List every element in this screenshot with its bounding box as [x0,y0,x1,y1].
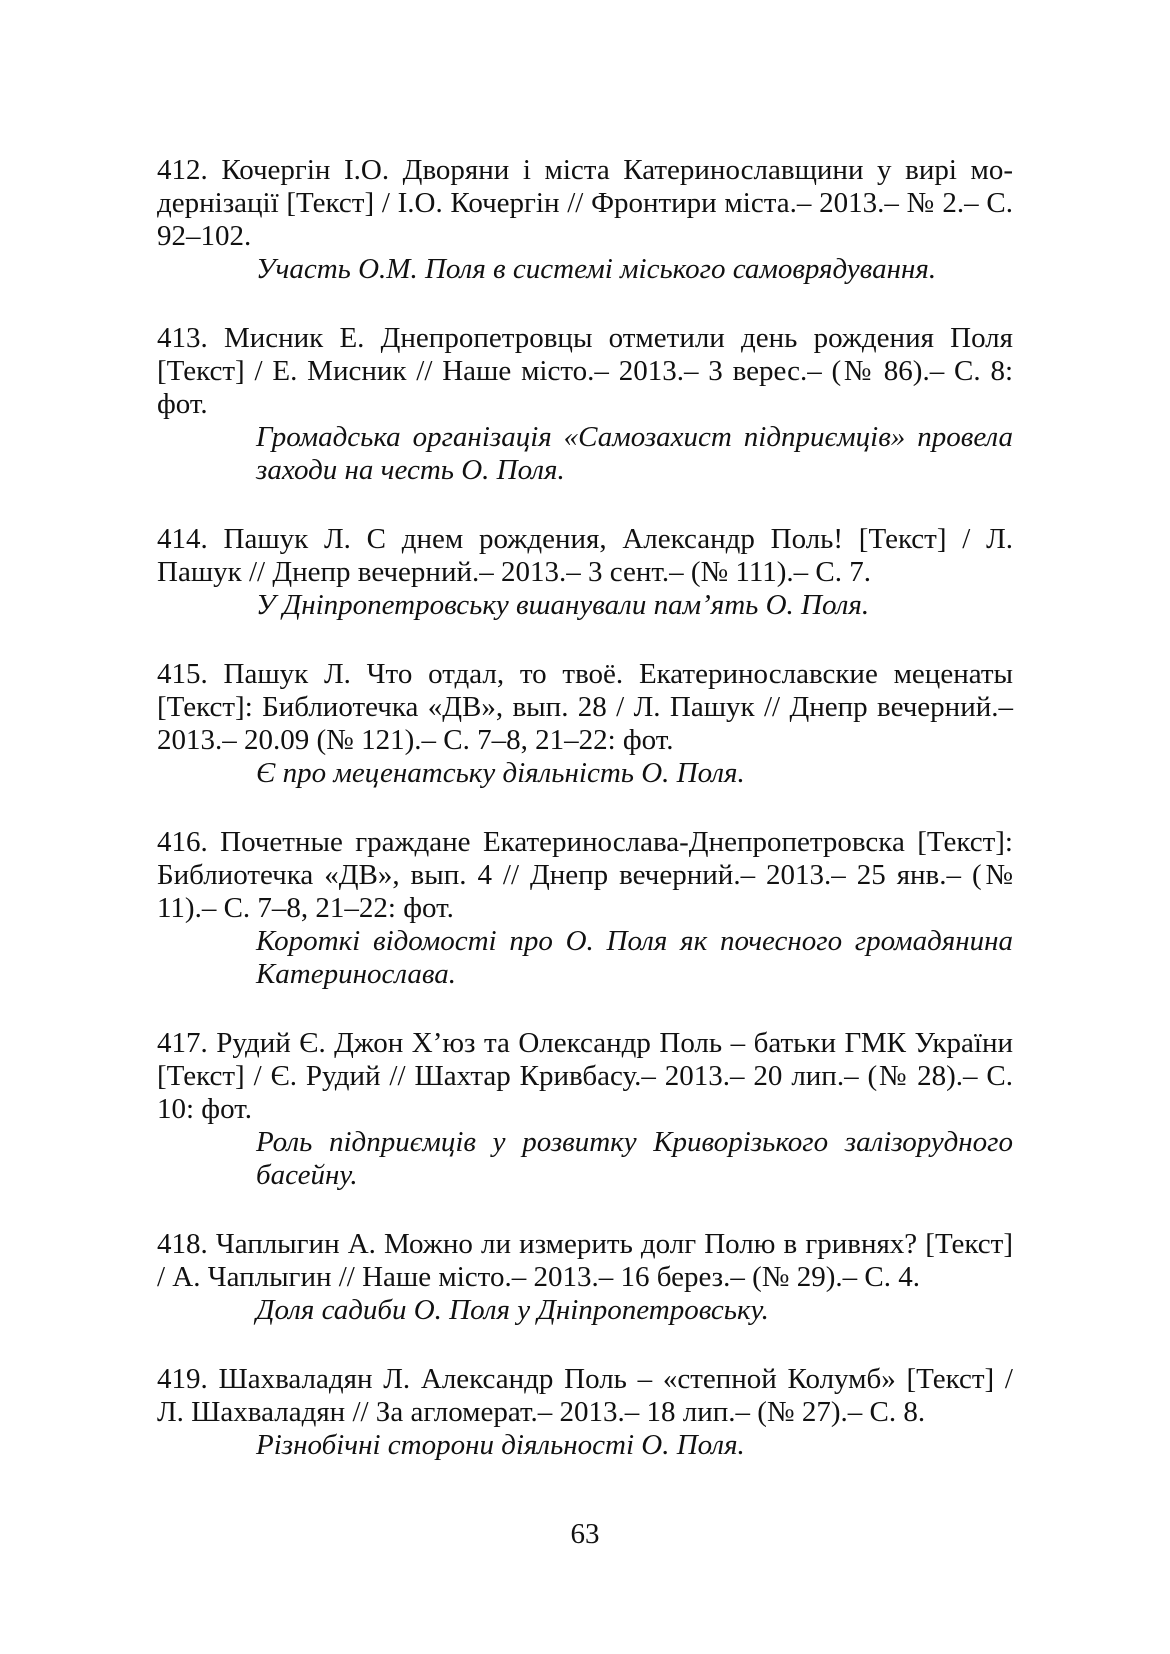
bibliography-entry-418 [157,1228,1013,1327]
bibliography-entry-415 [157,658,1013,790]
entry-citation: 418. Чаплыгин А. Можно ли измерить долг Полю в гривнях? [Текст] / А. Чаплыгин // Наше місто.– 2013.– 16 берез.– (№ 29).– С. 4. [157,1228,1013,1293]
entry-annotation: Короткі відомості про О. Поля як почесного громадянина Катеринослава. [256,925,1013,990]
bibliography-page [157,154,1013,1498]
entry-annotation: У Дніпропетровську вшанували пам’ять О. Поля. [256,589,870,621]
entry-citation: 419. Шахваладян Л. Александр Поль – «степной Колумб» [Текст] / Л. Шахваладян // За агломерат.– 2013.– 18 лип.– (№ 27).– С. 8. [157,1363,1013,1428]
entry-citation: 414. Пашук Л. С днем рождения, Александр Поль! [Текст] / Л. Пашук // Днепр вечерний.– 2013.– 3 сент.– (№ 111).– С. 7. [157,523,1013,588]
entry-annotation: Громадська організація «Самозахист підприємців» провела заходи на честь О. Поля. [256,421,1013,486]
entry-citation: 416. Почетные граждане Екатеринослава-Днепропетровска [Текст]: Библиотечка «ДВ», вып. 4 // Днепр вечерний.– 2013.– 25 янв.– (№ 11).– С. 7–8, 21–22: фот. [157,826,1013,924]
bibliography-entry-412 [157,154,1013,286]
entry-annotation: Доля садиби О. Поля у Дніпропетровську. [256,1294,769,1326]
entry-annotation: Різнобічні сторони діяльності О. Поля. [256,1429,745,1461]
page-number: 63 [570,1518,600,1550]
entry-annotation: Роль підприємців у розвитку Криворізького залізорудного басейну. [256,1126,1013,1191]
bibliography-entry-413 [157,322,1013,487]
bibliography-entry-419 [157,1363,1013,1462]
entry-annotation: Є про меценатську діяльність О. Поля. [256,757,745,789]
bibliography-entry-414 [157,523,1013,622]
entry-citation: 415. Пашук Л. Что отдал, то твоё. Екатеринославские меценаты [Текст]: Библиотечка «ДВ», вып. 28 / Л. Пашук // Днепр вечерний.– 2013.– 20.09 (№ 121).– С. 7–8, 21–22: фот. [157,658,1013,756]
entry-citation: 412. Кочергін І.О. Дворяни і міста Катеринославщини у вирі модернізації [Текст] / І.О. Кочергін // Фронтири міста.– 2013.– № 2.– С. 92–102. [157,154,1013,252]
bibliography-entry-417 [157,1027,1013,1192]
entry-annotation: Участь О.М. Поля в системі міського самоврядування. [256,253,937,285]
bibliography-entry-416 [157,826,1013,991]
entry-citation: 413. Мисник Е. Днепропетровцы отметили день рождения Поля [Текст] / Е. Мисник // Наше місто.– 2013.– 3 верес.– (№ 86).– С. 8: фот. [157,322,1013,420]
entry-citation: 417. Рудий Є. Джон Х’юз та Олександр Поль – батьки ГМК України [Текст] / Є. Рудий // Шахтар Кривбасу.– 2013.– 20 лип.– (№ 28).– С. 10: фот. [157,1027,1013,1125]
